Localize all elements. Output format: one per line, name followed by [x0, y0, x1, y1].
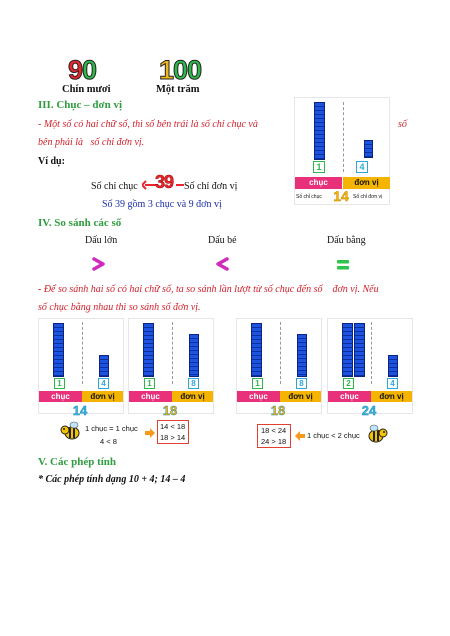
section5-subheading: * Các phép tính dạng 10 + 4; 14 – 4	[38, 474, 186, 485]
divider-line	[371, 322, 372, 384]
place-value-card	[294, 97, 390, 205]
card-number: 24	[361, 403, 377, 418]
tens-digit-box: 2	[343, 378, 354, 389]
digit-zero-b: 0	[187, 55, 202, 85]
units-digit-box: 8	[296, 378, 307, 389]
number-ninety	[68, 57, 96, 84]
digit-zero-a: 0	[173, 55, 188, 85]
section3-text-line1: - Một số có hai chữ số, thì số bên trái là số chỉ chục và	[38, 119, 258, 130]
sign-label-equal: Dấu bằng	[327, 235, 366, 246]
card-left-note: Số chỉ chục	[296, 194, 322, 200]
card-number: 14	[72, 403, 88, 418]
example-right-label: Số chỉ đơn vị	[184, 181, 238, 192]
tens-digit-box: 1	[54, 378, 65, 389]
tens-rod	[251, 323, 262, 377]
bee-icon-right	[366, 424, 388, 444]
units-label: đơn vị	[172, 391, 213, 402]
tens-label: chục	[129, 391, 172, 402]
tens-digit-box: 1	[313, 161, 325, 173]
units-digit-box: 4	[98, 378, 109, 389]
greater-than-icon	[92, 257, 106, 271]
section4-text-line1: - Để so sánh hai số có hai chữ số, ta so sánh lần lượt từ số chục đến số đơn vị. Nếu	[38, 284, 379, 295]
section4-heading: IV. So sánh các số	[38, 217, 122, 229]
comparison-card	[128, 318, 214, 414]
comparison-card	[327, 318, 413, 414]
tens-digit-box: 1	[144, 378, 155, 389]
tens-label: chục	[237, 391, 280, 402]
tens-digit-box: 1	[252, 378, 263, 389]
less-than-icon	[215, 257, 229, 271]
units-label: đơn vị	[371, 391, 412, 402]
card-number: 18	[270, 403, 286, 418]
example-summary: Số 39 gồm 3 chục và 9 đơn vị	[102, 199, 222, 210]
section3-text-line2: bên phải là số chỉ đơn vị.	[38, 137, 145, 148]
units-rod	[99, 355, 109, 377]
sign-label-greater: Dấu lớn	[85, 235, 118, 246]
units-label: đơn vị	[82, 391, 123, 402]
left-box-line2: 18 > 14	[160, 433, 186, 442]
example-number: 39	[155, 172, 174, 192]
section4-text-line2: số chục bằng nhau thì so sánh số đơn vị.	[38, 302, 201, 313]
left-box-line1: 14 < 18	[160, 422, 186, 431]
section3-heading: III. Chục – đơn vị	[38, 99, 123, 111]
tens-label: chục	[39, 391, 82, 402]
units-rod	[364, 140, 373, 158]
tens-rod	[354, 323, 365, 377]
card-number: 14	[333, 188, 349, 204]
card-right-note: Số chỉ đơn vị	[353, 194, 383, 200]
caption-ninety: Chín mươi	[62, 84, 111, 95]
digit-zero: 0	[82, 55, 97, 85]
units-rod	[189, 334, 199, 377]
units-rod	[297, 334, 307, 377]
units-digit-box: 4	[387, 378, 398, 389]
tens-rod	[53, 323, 64, 377]
section3-text-line1-end: số	[398, 119, 407, 130]
digit-one: 1	[159, 55, 174, 85]
sign-label-less: Dấu bé	[208, 235, 237, 246]
left-bee-line1: 1 chục = 1 chục	[85, 424, 138, 433]
left-bee-line2: 4 < 8	[100, 437, 117, 446]
units-digit-box: 8	[188, 378, 199, 389]
divider-line	[280, 322, 281, 384]
units-label: đơn vị	[343, 177, 390, 189]
card-number: 18	[162, 403, 178, 418]
caption-hundred: Một trăm	[156, 84, 200, 95]
number-hundred	[159, 57, 201, 84]
section5-heading: V. Các phép tính	[38, 456, 117, 468]
divider-line	[343, 102, 344, 172]
right-box-line1: 18 < 24	[261, 426, 287, 435]
bee-icon-left	[60, 421, 82, 441]
units-rod	[388, 355, 398, 377]
tens-rod	[314, 102, 325, 160]
tens-rod	[342, 323, 353, 377]
comparison-card	[236, 318, 322, 414]
right-box-line2: 24 > 18	[261, 437, 287, 446]
digit-nine: 9	[68, 55, 83, 85]
arrow-left-orange-icon	[294, 430, 306, 442]
example-label: Ví dụ:	[38, 156, 65, 167]
right-bee-line: 1 chục < 2 chục	[307, 431, 360, 440]
arrow-right-orange-icon	[144, 427, 156, 439]
units-label: đơn vị	[280, 391, 321, 402]
example-left-label: Số chỉ chục	[91, 181, 138, 192]
tens-label: chục	[295, 177, 342, 189]
tens-label: chục	[328, 391, 371, 402]
equal-sign-icon	[336, 259, 350, 271]
units-digit-box: 4	[356, 161, 368, 173]
divider-line	[172, 322, 173, 384]
comparison-card	[38, 318, 124, 414]
divider-line	[82, 322, 83, 384]
tens-rod	[143, 323, 154, 377]
